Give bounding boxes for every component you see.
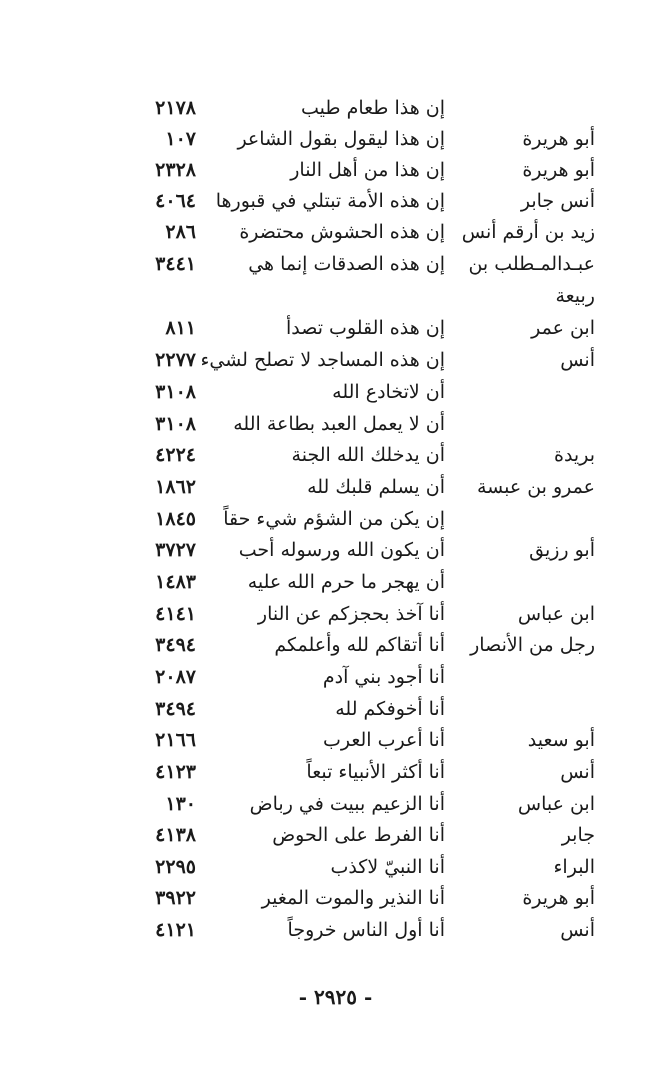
hadith-text: أن يسلم قلبك لله [307,476,445,498]
index-row [0,601,671,631]
index-row [0,347,671,377]
hadith-number: ٤١٢١ [155,919,196,941]
index-row [0,632,671,662]
hadith-text: أن لا يعمل العبد بطاعة الله [233,413,445,435]
hadith-text: إن هذه الحشوش محتضرة [239,221,445,243]
index-row [0,251,671,281]
index-row [0,727,671,757]
hadith-number: ٢١٦٦ [155,729,196,751]
hadith-text: إن هذا ليقول بقول الشاعر [237,128,445,150]
page-number: - ٢٩٢٥ - [298,985,373,1009]
hadith-text: أنا أتقاكم لله وأعلمكم [274,634,445,656]
narrator-name: عبـدالمـطلب بن [468,253,595,275]
hadith-number: ٢٨٦ [165,221,196,243]
hadith-text: أنا أول الناس خروجاً [287,919,445,941]
hadith-number: ٤١٣٨ [155,824,196,846]
index-row [0,315,671,345]
hadith-text: أن يهجر ما حرم الله عليه [247,571,445,593]
hadith-number: ٣٤٤١ [155,253,196,275]
index-row [0,188,671,218]
index-row [0,759,671,789]
hadith-text: أنا النبيّ لاكذب [330,856,445,878]
hadith-number: ٢٢٧٧ [155,349,196,371]
index-row [0,664,671,694]
hadith-number: ١٠٧ [165,128,196,150]
hadith-number: ٤٢٢٤ [155,444,196,466]
narrator-name: أبو هريرة [522,159,595,181]
hadith-number: ٣٧٢٧ [155,539,196,561]
hadith-text: إن هذه القلوب تصدأ [286,317,445,339]
narrator-name: أنس [560,761,595,783]
narrator-name: أبو رزيق [529,539,595,561]
hadith-number: ٢٣٢٨ [155,159,196,181]
index-row [0,442,671,472]
index-row [0,411,671,441]
narrator-name: بريدة [554,444,595,466]
hadith-text: أن لاتخادع الله [332,381,445,403]
hadith-number: ١٨٦٢ [155,476,196,498]
index-row [0,379,671,409]
hadith-number: ١٤٨٣ [155,571,196,593]
hadith-number: ٤١٤١ [155,603,196,625]
hadith-number: ٤٠٦٤ [155,190,196,212]
narrator-name: أبو هريرة [522,128,595,150]
index-row [0,219,671,249]
narrator-name: ابن عباس [517,793,595,815]
narrator-name: أبو هريرة [522,887,595,909]
narrator-name: زيد بن أرقم أنس [461,221,595,243]
hadith-number: ٣٩٢٢ [155,887,196,909]
hadith-text: أنا أعرب العرب [322,729,445,751]
index-row [0,917,671,947]
narrator-name: ابن عمر [531,317,595,339]
hadith-text: إن هذه الأمة تبتلي في قبورها [215,190,445,212]
narrator-name: ربيعة [555,285,595,307]
index-row [0,822,671,852]
hadith-number: ٢٢٩٥ [155,856,196,878]
narrator-name: ابن عباس [517,603,595,625]
hadith-number: ٨١١ [165,317,196,339]
hadith-text: إن هذه الصدقات إنما هي [248,253,445,275]
index-row [0,696,671,726]
hadith-text: أنا أكثر الأنبياء تبعاً [306,761,445,783]
hadith-number: ٣١٠٨ [155,413,196,435]
hadith-number: ٣٤٩٤ [155,634,196,656]
index-row [0,537,671,567]
hadith-text: إن هذه المساجد لا تصلح لشيء [200,349,445,371]
index-row [0,506,671,536]
narrator-name: جابر [561,824,595,846]
hadith-text: إن هذا من أهل النار [290,159,445,181]
hadith-text: أن يدخلك الله الجنة [291,444,445,466]
narrator-name: البراء [553,856,595,878]
narrator-name: أبو سعيد [527,729,595,751]
index-row [0,885,671,915]
index-row [0,126,671,156]
hadith-text: أنا أخوفكم لله [335,698,445,720]
hadith-text: أنا الزعيم ببيت في رباض [249,793,445,815]
index-row [0,854,671,884]
hadith-text: أنا آخذ بحجزكم عن النار [257,603,445,625]
hadith-number: ٣٤٩٤ [155,698,196,720]
index-row [0,95,671,125]
hadith-text: إن هذا طعام طيب [301,97,445,119]
index-row [0,474,671,504]
hadith-text: إن يكن من الشؤم شيء حقاً [223,508,445,530]
index-row [0,569,671,599]
hadith-number: ٣١٠٨ [155,381,196,403]
hadith-text: أنا أجود بني آدم [322,666,445,688]
narrator-name: أنس [560,919,595,941]
hadith-text: أن يكون الله ورسوله أحب [238,539,445,561]
hadith-number: ٢٠٨٧ [155,666,196,688]
hadith-text: أنا الفرط على الحوض [272,824,445,846]
index-row [0,157,671,187]
hadith-text: أنا النذير والموت المغير [261,887,445,909]
narrator-name: أنس جابر [520,190,595,212]
narrator-name: رجل من الأنصار [470,634,595,656]
index-row [0,283,671,313]
hadith-number: ٤١٢٣ [155,761,196,783]
narrator-name: أنس [560,349,595,371]
narrator-name: عمرو بن عبسة [476,476,595,498]
hadith-number: ١٨٤٥ [155,508,196,530]
index-row [0,791,671,821]
hadith-number: ٢١٧٨ [155,97,196,119]
hadith-number: ١٣٠ [165,793,196,815]
